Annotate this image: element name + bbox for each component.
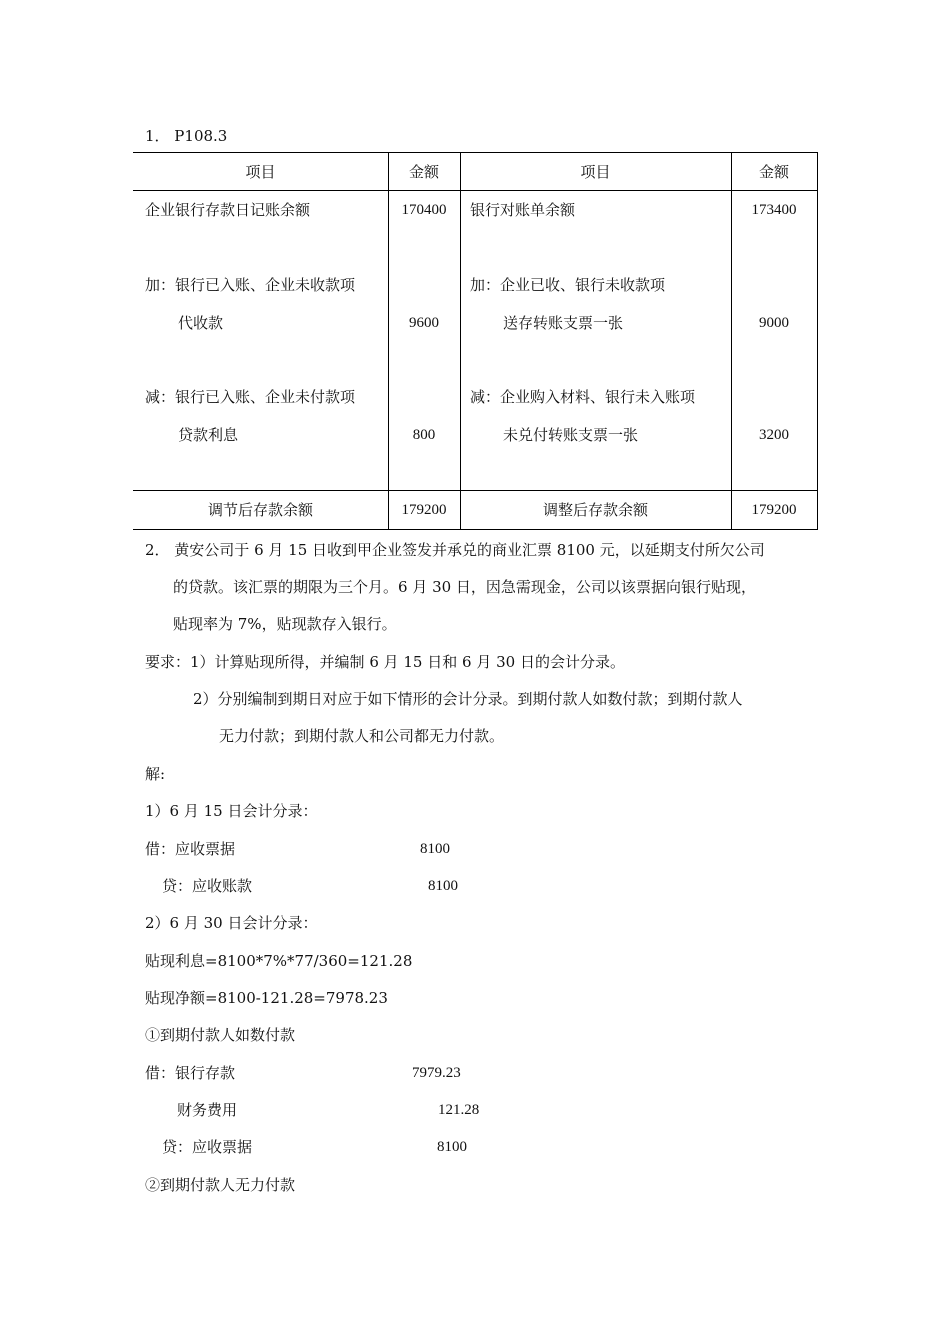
problem2-line2: 的贷款。该汇票的期限为三个月。6 月 30 日，因急需现金，公司以该票据向银行贴现， <box>173 578 756 596</box>
requirement-2-line2: 无力付款；到期付款人和公司都无力付款。 <box>219 727 505 745</box>
table-bottom-border <box>133 529 818 530</box>
right-total-amount: 179200 <box>751 502 797 518</box>
header-item-left: 项目 <box>245 163 276 181</box>
header-amount-right: 金额 <box>758 163 789 181</box>
problem2-line1: 2． 黄安公司于 6 月 15 日收到甲企业签发并承兑的商业汇票 8100 元，以延期支付所欠公司 <box>145 541 765 559</box>
case1-debit1-amount: 7979.23 <box>412 1065 461 1081</box>
case1-credit-amount: 8100 <box>437 1139 467 1155</box>
left-sub-detail: 贷款利息 <box>178 426 239 444</box>
case1-debit1-label: 借：银行存款 <box>145 1064 236 1082</box>
left-add-detail: 代收款 <box>178 314 224 332</box>
entry1-debit-amount: 8100 <box>420 841 450 857</box>
left-add-amount: 9600 <box>409 315 439 331</box>
right-opening-amount: 173400 <box>751 202 797 218</box>
entry1-credit-amount: 8100 <box>428 878 458 894</box>
right-add-label: 加：企业已收、银行未收款项 <box>470 276 666 294</box>
table-top-border <box>133 152 818 153</box>
discount-net: 贴现净额=8100-121.28=7978.23 <box>145 989 388 1007</box>
requirement-1: 要求：1）计算贴现所得，并编制 6 月 15 日和 6 月 30 日的会计分录。 <box>145 653 625 671</box>
solution-label: 解: <box>145 765 166 783</box>
left-sub-amount: 800 <box>412 427 436 443</box>
table-total-divider <box>133 490 818 491</box>
problem2-line3: 贴现率为 7%，贴现款存入银行。 <box>173 615 397 633</box>
table-right-border <box>817 152 818 530</box>
right-sub-amount: 3200 <box>759 427 789 443</box>
section1-heading: 1． P108.3 <box>145 127 228 145</box>
header-amount-left: 金额 <box>408 163 439 181</box>
left-opening-label: 企业银行存款日记账余额 <box>145 201 311 219</box>
bank-reconciliation-table <box>133 152 818 530</box>
entry1-debit-label: 借：应收票据 <box>145 840 236 858</box>
entry2-title: 2）6 月 30 日会计分录： <box>145 914 318 932</box>
left-sub-label: 减：银行已入账、企业未付款项 <box>145 388 356 406</box>
left-total-amount: 179200 <box>401 502 447 518</box>
table-col-divider-2 <box>460 152 461 530</box>
discount-interest: 贴现利息=8100*7%*77/360=121.28 <box>145 952 413 970</box>
requirement-2-line1: 2）分别编制到期日对应于如下情形的会计分录。到期付款人如数付款；到期付款人 <box>193 690 743 708</box>
case1-credit-label: 贷：应收票据 <box>162 1138 253 1156</box>
case1-debit2-label: 财务费用 <box>177 1101 238 1119</box>
case1-title: ①到期付款人如数付款 <box>145 1026 296 1044</box>
left-opening-amount: 170400 <box>401 202 447 218</box>
right-add-detail: 送存转账支票一张 <box>503 314 624 332</box>
right-sub-label: 减：企业购入材料、银行未入账项 <box>470 388 696 406</box>
case1-debit2-amount: 121.28 <box>438 1102 480 1118</box>
header-item-right: 项目 <box>580 163 611 181</box>
right-opening-label: 银行对账单余额 <box>470 201 576 219</box>
left-total-label: 调节后存款余额 <box>207 501 313 519</box>
left-add-label: 加：银行已入账、企业未收款项 <box>145 276 356 294</box>
table-header-divider <box>133 190 818 191</box>
right-add-amount: 9000 <box>759 315 789 331</box>
entry1-credit-label: 贷：应收账款 <box>162 877 253 895</box>
right-total-label: 调整后存款余额 <box>542 501 648 519</box>
entry1-title: 1）6 月 15 日会计分录： <box>145 802 318 820</box>
case2-title: ②到期付款人无力付款 <box>145 1176 296 1194</box>
right-sub-detail: 未兑付转账支票一张 <box>503 426 639 444</box>
